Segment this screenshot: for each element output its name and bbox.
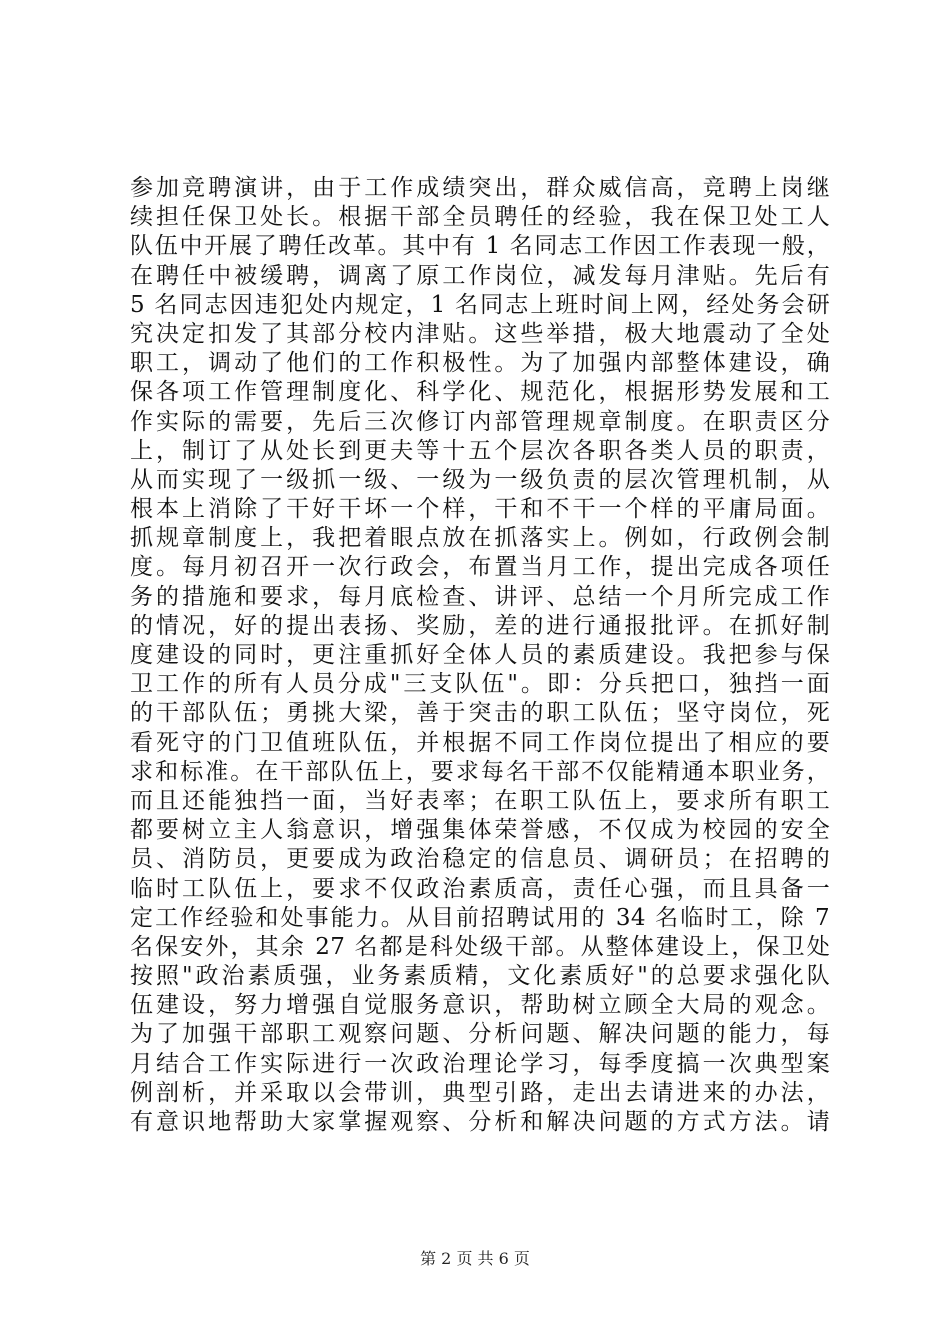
body-text [130,174,830,1137]
text-line: 名保安外，其余 27 名都是科处级干部。从整体建设上，保卫处 [130,933,830,960]
text-line: 的情况，好的提出表扬、奖励，差的进行通报批评。在抓好制 [130,612,830,639]
text-line: 而且还能独挡一面，当好表率；在职工队伍上，要求所有职工 [130,787,830,814]
text-line: 根本上消除了干好干坏一个样，干和不干一个样的平庸局面。 [130,496,830,523]
text-line: 定工作经验和处事能力。从目前招聘试用的 34 名临时工，除 7 [130,904,830,931]
text-line: 抓规章制度上，我把着眼点放在抓落实上。例如，行政例会制 [130,525,830,552]
text-line: 度。每月初召开一次行政会，布置当月工作，提出完成各项任 [130,554,830,581]
text-line: 的干部队伍；勇挑大梁，善于突击的职工队伍；坚守岗位，死 [130,700,830,727]
text-line: 卫工作的所有人员分成"三支队伍"。即：分兵把口，独挡一面 [130,671,830,698]
text-line: 都要树立主人翁意识，增强集体荣誉感，不仅成为校园的安全 [130,817,830,844]
text-line: 有意识地帮助大家掌握观察、分析和解决问题的方式方法。请 [130,1109,830,1135]
text-line: 队伍中开展了聘任改革。其中有 1 名同志工作因工作表现一般， [130,233,830,260]
text-line: 从而实现了一级抓一级、一级为一级负责的层次管理机制，从 [130,466,830,493]
text-line: 5 名同志因违犯处内规定，1 名同志上班时间上网，经处务会研 [130,291,830,318]
page-number-label: 第 2 页 共 6 页 [420,1249,530,1268]
text-line: 为了加强干部职工观察问题、分析问题、解决问题的能力，每 [130,1021,830,1048]
text-line: 职工，调动了他们的工作积极性。为了加强内部整体建设，确 [130,350,830,377]
text-line: 例剖析，并采取以会带训，典型引路，走出去请进来的办法， [130,1079,830,1106]
text-line: 究决定扣发了其部分校内津贴。这些举措，极大地震动了全处 [130,320,830,347]
text-line: 按照"政治素质强，业务素质精，文化素质好"的总要求强化队 [130,963,830,990]
text-line: 临时工队伍上，要求不仅政治素质高，责任心强，而且具备一 [130,875,830,902]
text-line: 看死守的门卫值班队伍，并根据不同工作岗位提出了相应的要 [130,729,830,756]
text-line: 在聘任中被缓聘，调离了原工作岗位，减发每月津贴。先后有 [130,262,830,289]
text-line: 作实际的需要，先后三次修订内部管理规章制度。在职责区分 [130,408,830,435]
text-line: 参加竞聘演讲，由于工作成绩突出，群众威信高，竞聘上岗继 [130,175,830,201]
text-line: 保各项工作管理制度化、科学化、规范化，根据形势发展和工 [130,379,830,406]
text-line: 务的措施和要求，每月底检查、讲评、总结一个月所完成工作 [130,583,830,610]
text-line: 求和标准。在干部队伍上，要求每名干部不仅能精通本职业务， [130,758,830,785]
text-line: 伍建设，努力增强自觉服务意识，帮助树立顾全大局的观念。 [130,992,830,1019]
text-line: 员、消防员，更要成为政治稳定的信息员、调研员；在招聘的 [130,846,830,873]
page-footer [0,1246,950,1269]
text-line: 续担任保卫处长。根据干部全员聘任的经验，我在保卫处工人 [130,204,830,231]
text-line: 度建设的同时，更注重抓好全体人员的素质建设。我把参与保 [130,642,830,668]
text-line: 上，制订了从处长到更夫等十五个层次各职各类人员的职责， [130,437,830,464]
text-line: 月结合工作实际进行一次政治理论学习，每季度搞一次典型案 [130,1050,830,1077]
